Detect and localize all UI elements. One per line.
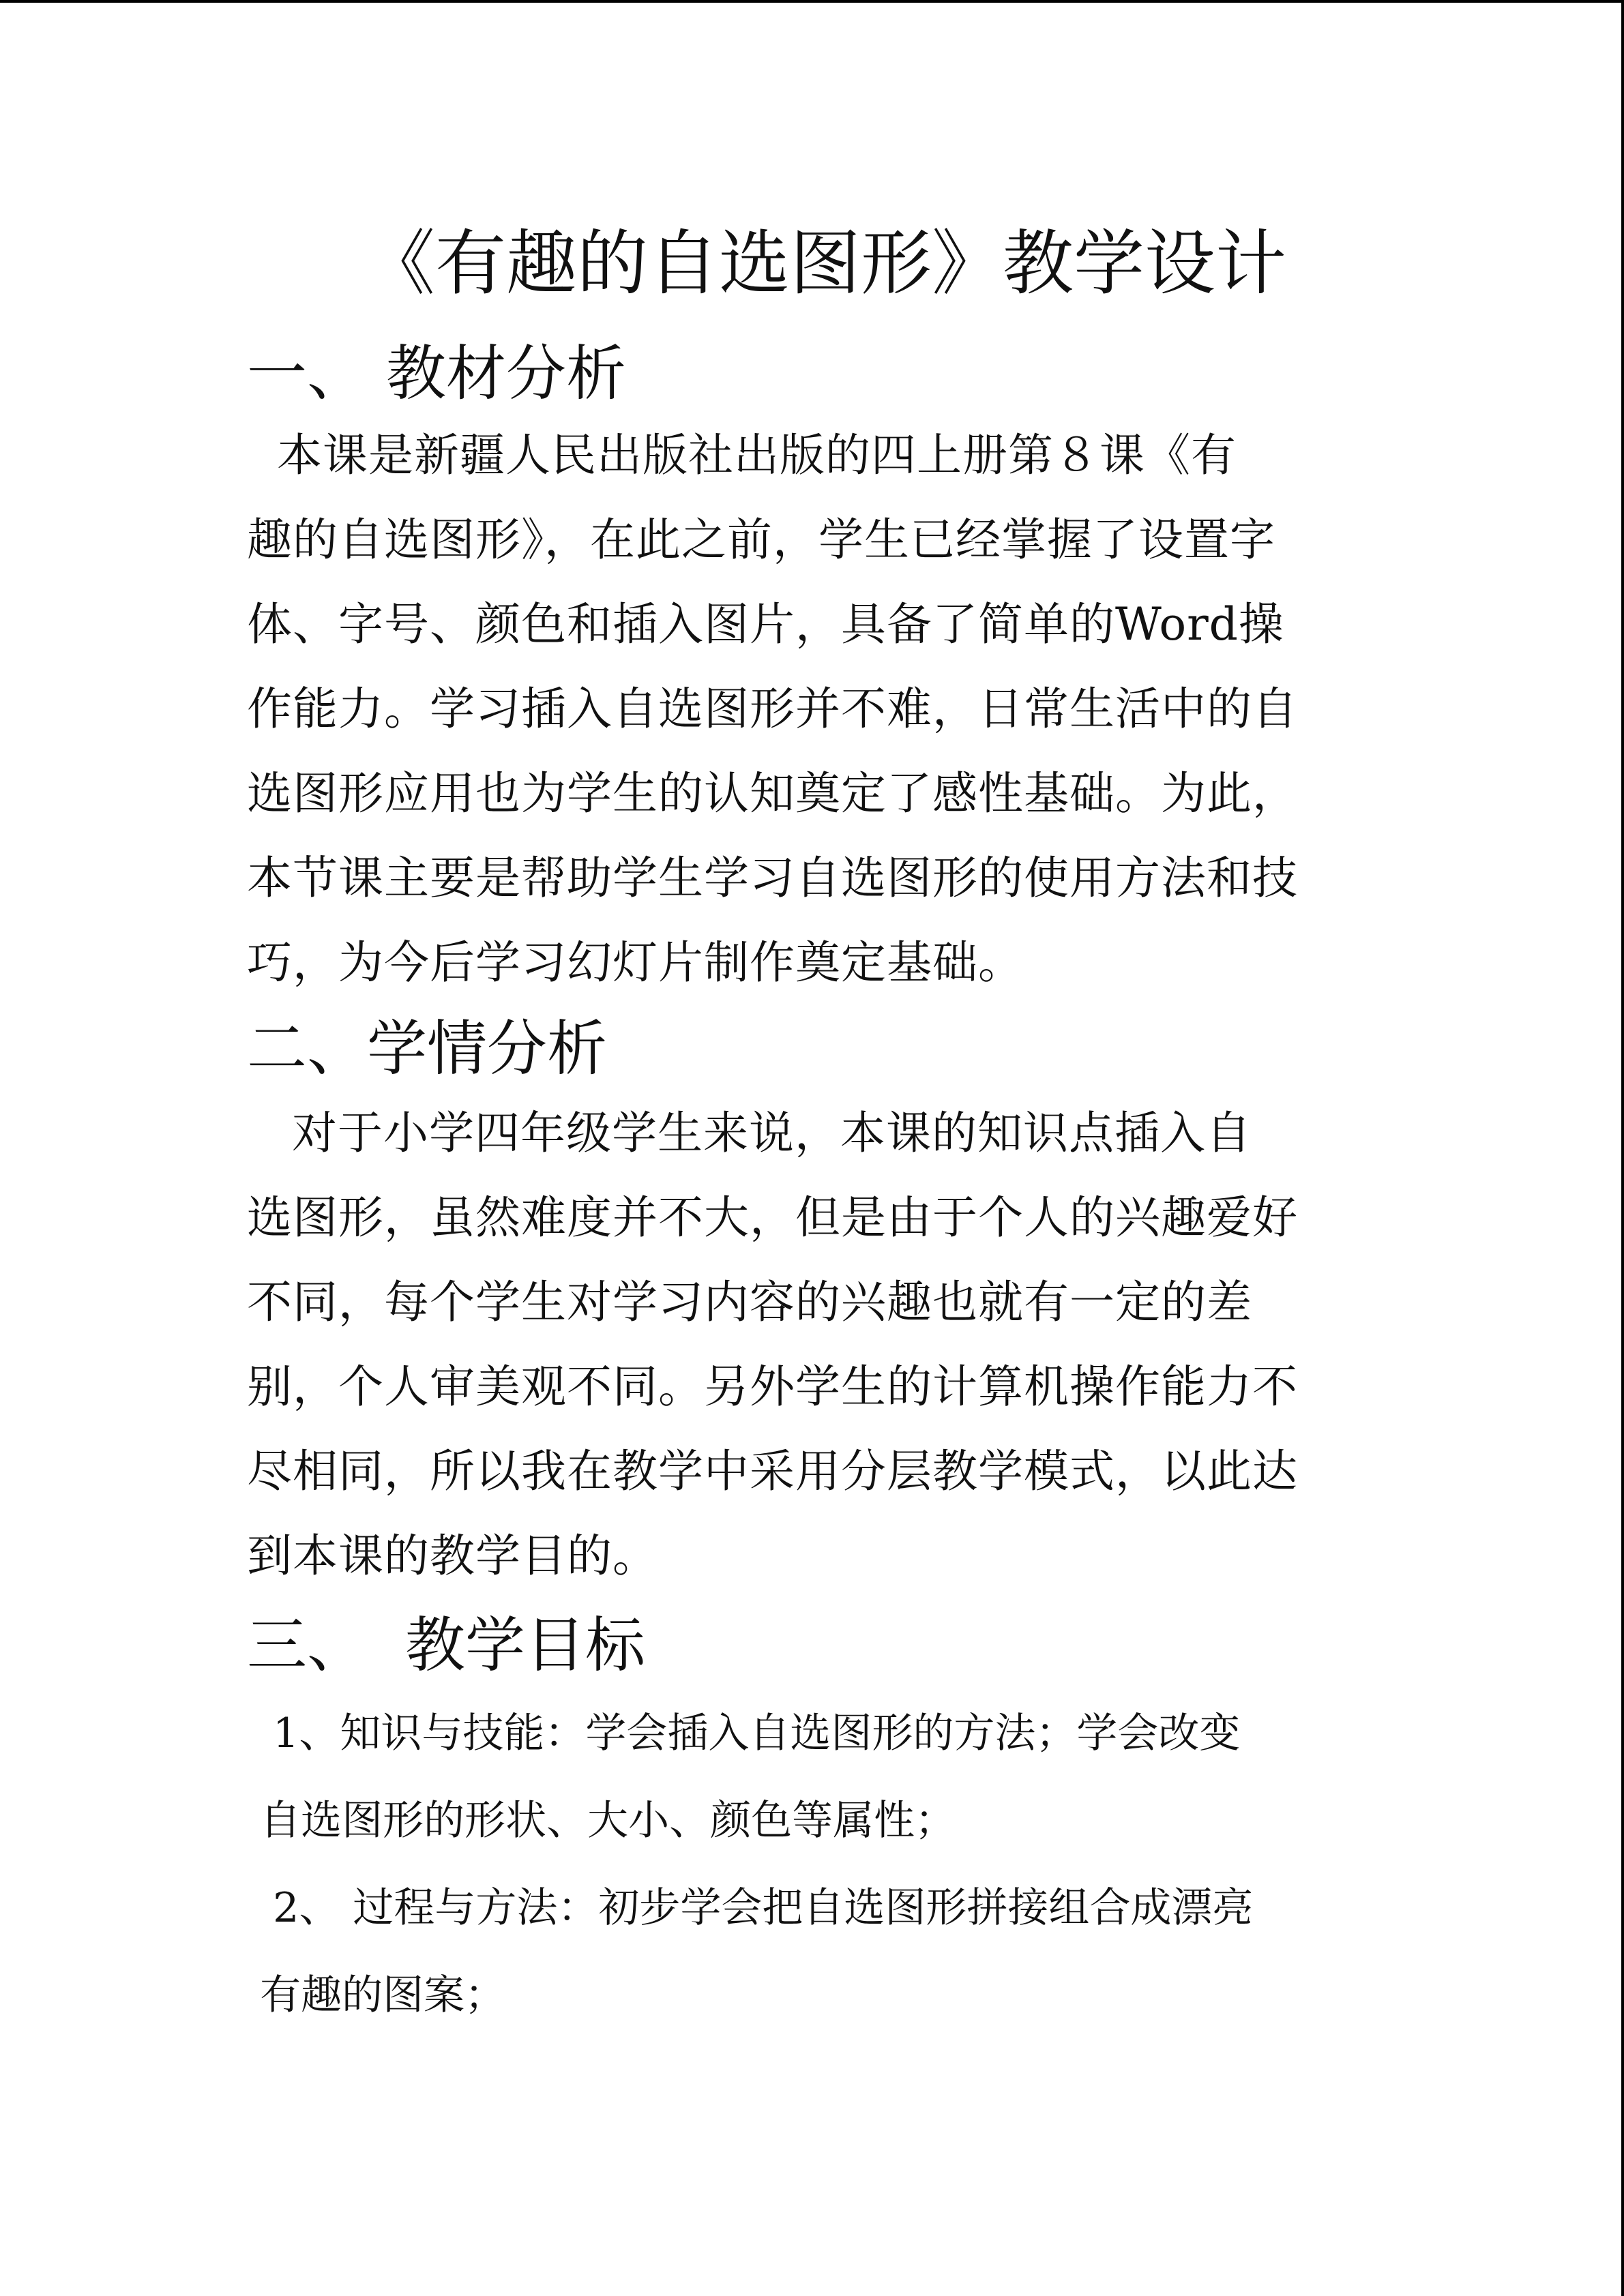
goal-line: 2、 过程与方法：初步学会把自选图形拼接组合成漂亮 bbox=[247, 1884, 1254, 1932]
paragraph-line: 尽相同，所以我在教学中采用分层教学模式，以此达 bbox=[247, 1445, 1298, 1497]
section-heading-learner-analysis: 二、学情分析 bbox=[247, 1013, 608, 1084]
paragraph-textbook-analysis bbox=[247, 413, 1379, 1005]
goal-line: 有趣的图案； bbox=[247, 1971, 506, 2019]
paragraph-line: 本课是新疆人民出版社出版的四上册第８课《有 bbox=[247, 429, 1237, 481]
paragraph-line: 本节课主要是帮助学生学习自选图形的使用方法和技 bbox=[247, 852, 1298, 904]
page-top-border bbox=[0, 0, 1624, 3]
paragraph-line: 选图形，虽然难度并不大，但是由于个人的兴趣爱好 bbox=[247, 1191, 1298, 1244]
paragraph-line: 到本课的教学目的。 bbox=[247, 1530, 658, 1582]
paragraph-line: 巧，为今后学习幻灯片制作奠定基础。 bbox=[247, 936, 1024, 989]
goal-knowledge-skills bbox=[247, 1690, 1379, 1864]
paragraph-line: 对于小学四年级学生来说，本课的知识点插入自 bbox=[247, 1107, 1252, 1159]
section-heading-teaching-goals: 三、 教学目标 bbox=[247, 1610, 645, 1680]
paragraph-line: 体、字号、颜色和插入图片，具备了简单的Word操 bbox=[247, 598, 1284, 651]
page-right-border bbox=[1621, 0, 1624, 2296]
goal-process-methods bbox=[247, 1864, 1379, 2039]
paragraph-line: 选图形应用也为学生的认知奠定了感性基础。为此， bbox=[247, 767, 1298, 820]
document-title: 《有趣的自选图形》教学设计 bbox=[364, 222, 1286, 305]
paragraph-line: 作能力。学习插入自选图形并不难，日常生活中的自 bbox=[247, 683, 1298, 735]
section-heading-textbook-analysis: 一、 教材分析 bbox=[247, 338, 626, 408]
goal-line: 1、知识与技能：学会插入自选图形的方法；学会改变 bbox=[247, 1710, 1241, 1757]
paragraph-line: 不同，每个学生对学习内容的兴趣也就有一定的差 bbox=[247, 1276, 1252, 1328]
paragraph-line: 趣的自选图形》，在此之前，学生已经掌握了设置字 bbox=[247, 513, 1275, 566]
paragraph-line: 别，个人审美观不同。另外学生的计算机操作能力不 bbox=[247, 1360, 1298, 1413]
paragraph-learner-analysis bbox=[247, 1091, 1379, 1598]
goal-line: 自选图形的形状、大小、颜色等属性； bbox=[247, 1797, 956, 1845]
